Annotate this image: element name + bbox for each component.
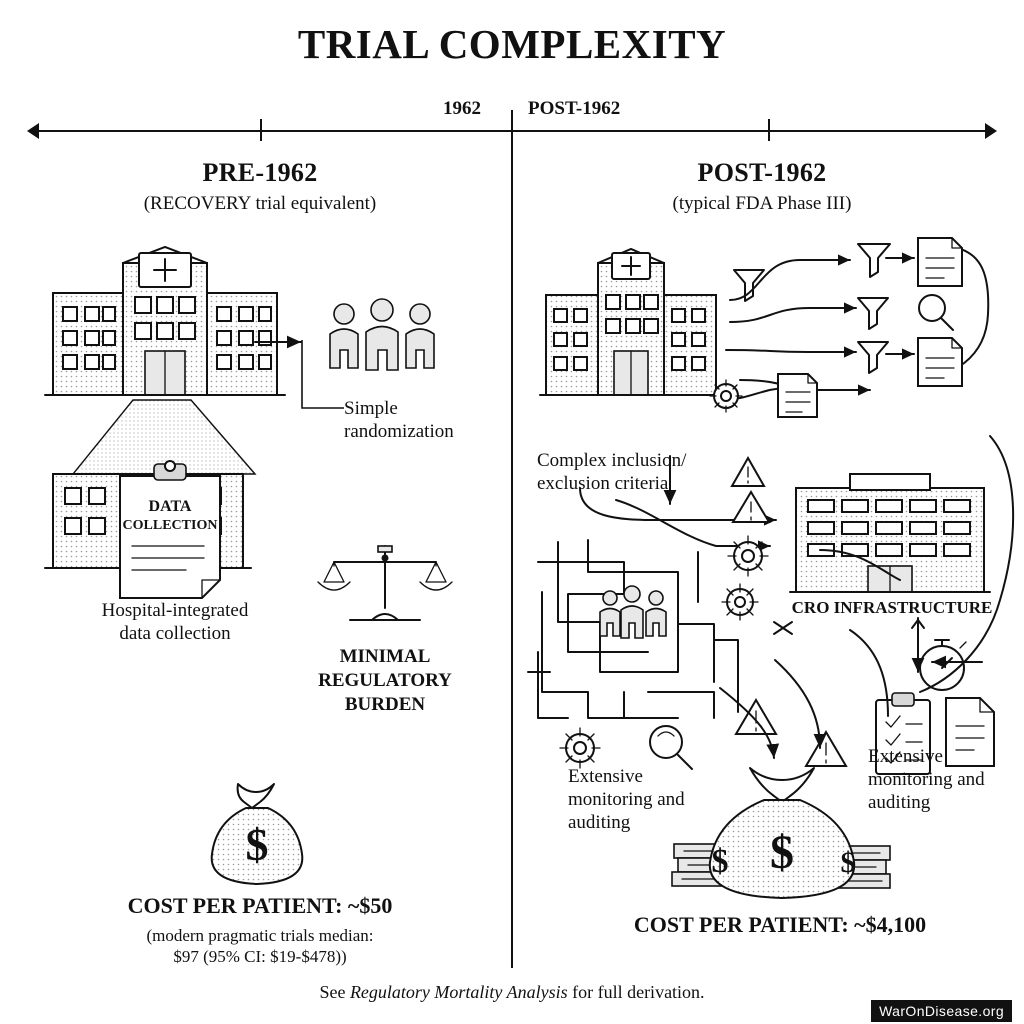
gear-icon	[710, 380, 742, 412]
caption-complex-criteria: Complex inclusion/ exclusion criteria	[537, 450, 687, 494]
caption-monitoring-right: Extensive monitoring and auditing	[868, 746, 985, 813]
right-subheading: (typical FDA Phase III)	[672, 193, 852, 214]
left-column-header	[60, 158, 460, 215]
money-bag-icon	[202, 778, 312, 888]
svg-text:$: $	[840, 846, 856, 879]
arrow-left-icon	[27, 123, 39, 139]
money-bag-icon-large	[672, 760, 892, 900]
balance-scale-icon	[320, 540, 450, 630]
left-cost-note: (modern pragmatic trials median: $97 (95% CI: $19-$478))	[146, 926, 374, 967]
column-divider	[511, 110, 513, 968]
watermark: WarOnDisease.org	[871, 1000, 1012, 1022]
svg-text:$: $	[245, 819, 269, 870]
footer-italic: Regulatory Mortality Analysis	[349, 982, 568, 1002]
footer-text-before: See	[319, 982, 350, 1002]
monitoring-flow-lines	[520, 430, 1020, 790]
hospital-building-icon	[45, 255, 285, 405]
left-heading: PRE-1962	[202, 158, 318, 187]
caption-minimal-regulatory-burden: MINIMAL REGULATORY BURDEN	[318, 646, 452, 715]
right-heading: POST-1962	[697, 158, 827, 187]
timeline-tick-pre	[260, 119, 262, 141]
footer-text-after: for full derivation.	[567, 982, 705, 1002]
timeline-post-label: POST-1962	[528, 98, 621, 119]
right-column-header	[562, 158, 962, 215]
magnifier-icon	[919, 295, 953, 330]
clipboard-label	[112, 498, 228, 535]
svg-text:$: $	[711, 843, 729, 880]
left-cost-per-patient: COST PER PATIENT: ~$50	[127, 893, 393, 918]
clipboard-label-line1: DATA	[148, 498, 192, 515]
left-subheading: (RECOVERY trial equivalent)	[143, 193, 377, 214]
page-title: TRIAL COMPLEXITY	[297, 21, 727, 67]
document-icon	[778, 374, 817, 417]
timeline-tick-post	[768, 119, 770, 141]
clipboard-label-line2: COLLECTION	[122, 518, 218, 534]
right-cost-per-patient: COST PER PATIENT: ~$4,100	[633, 912, 927, 937]
arrow-right-icon	[985, 123, 997, 139]
svg-text:$: $	[770, 826, 794, 879]
caption-cro-infrastructure: CRO INFRASTRUCTURE	[791, 598, 993, 617]
caption-hospital-data-collection: Hospital-integrated data collection	[101, 600, 249, 644]
caption-monitoring-left: Extensive monitoring and auditing	[568, 766, 685, 833]
timeline-year-label: 1962	[443, 98, 481, 119]
caption-simple-randomization: Simple randomization	[344, 398, 454, 442]
